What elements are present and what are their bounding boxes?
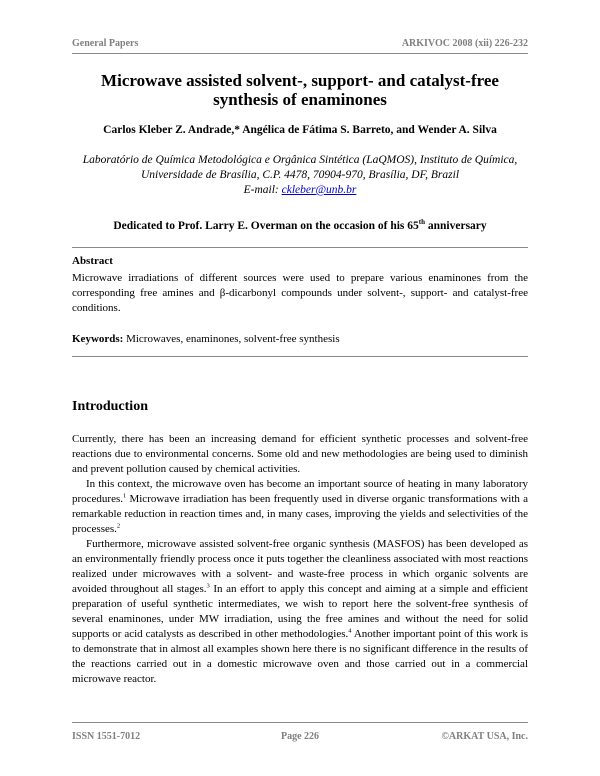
abstract-top-rule <box>72 247 528 248</box>
affiliation <box>72 153 528 198</box>
email-label: E-mail: <box>243 184 282 196</box>
paragraph-3-text-c: Another important point of this work is to demonstrate that in almost all examples shown here there is no significant difference in the results of the reactions carried out in a domestic microwave oven and those carried out in a commercial microwave reactor. <box>72 628 528 685</box>
abstract-heading: Abstract <box>72 255 113 267</box>
affiliation-line-1: Laboratório de Química Metodológica e Orgânica Sintética (LaQMOS), Instituto de Química, <box>82 154 518 166</box>
reference-2[interactable]: 2 <box>116 522 121 530</box>
running-header-right: ARKIVOC 2008 (xii) 226-232 <box>401 38 528 49</box>
abstract-text: Microwave irradiations of different sources were used to prepare various enaminones from the corresponding free amines and β-dicarbonyl compounds under solvent-, support- and catalyst-free conditions. <box>72 272 528 314</box>
header-rule <box>72 53 528 54</box>
abstract-bottom-rule <box>72 356 528 357</box>
email-link[interactable]: ckleber@unb.br <box>281 184 357 196</box>
dedication <box>72 218 528 232</box>
paper-title: Microwave assisted solvent-, support- and catalyst-free synthesis of enaminones <box>101 71 499 109</box>
affiliation-line-2: Universidade de Brasília, C.P. 4478, 70904-970, Brasília, DF, Brazil <box>140 169 460 181</box>
paragraph-3-text-b: In an effort to apply this concept and aiming at a simple and efficient preparation of useful synthetic intermediates, we wish to report here the solvent-free synthesis of several enaminones, under MW irradiation, using the free amines and without the need for solid supports or acid catalysts as described in other methodologies. <box>72 583 528 640</box>
dedication-tail: anniversary <box>425 219 487 232</box>
footer-page-number: Page 226 <box>280 731 320 742</box>
reference-4[interactable]: 4 <box>348 627 352 635</box>
author-list: Carlos Kleber Z. Andrade,* Angélica de Fátima S. Barreto, and Wender A. Silva <box>103 124 497 136</box>
keywords-text: Microwaves, enaminones, solvent-free synthesis <box>123 333 340 345</box>
footer-issn: ISSN 1551-7012 <box>72 731 141 742</box>
introduction-body <box>72 432 528 687</box>
paragraph-2-text-a: In this context, the microwave oven has become an important source of heating in many laboratory procedures. <box>72 478 528 505</box>
reference-3[interactable]: 3 <box>206 582 210 590</box>
dedication-text: Dedicated to Prof. Larry E. Overman on the occasion of his 65 <box>113 219 419 232</box>
section-heading-introduction: Introduction <box>72 399 148 414</box>
paragraph-3-text-a: Furthermore, microwave assisted solvent-free organic synthesis (MASFOS) has been developed as an environmentally friendly process once it puts together the cleanliness associated with most reactions realized under microwaves with a solvent- and waste-free process in which organic solvents are avoided throughout all stages. <box>72 538 528 595</box>
keywords-label: Keywords: <box>72 333 124 345</box>
paragraph-2 <box>72 477 528 537</box>
keywords <box>72 333 340 345</box>
dedication-superscript: th <box>418 218 426 226</box>
running-header-left: General Papers <box>72 38 139 49</box>
reference-1[interactable]: 1 <box>123 492 127 500</box>
footer-rule <box>72 722 528 723</box>
paragraph-3 <box>72 537 528 687</box>
footer-copyright: ©ARKAT USA, Inc. <box>441 731 528 742</box>
paragraph-1: Currently, there has been an increasing demand for efficient synthetic processes and solvent-free reactions due to environmental concerns. Some old and new methodologies are being used to diminish and prevent pollution caused by chemical activities. <box>72 433 528 475</box>
paragraph-2-text-b: Microwave irradiation has been frequently used in diverse organic transformations with a remarkable reduction in reaction times and, in many cases, improving the yields and selectivities of the processes. <box>72 493 528 535</box>
email-line <box>72 183 528 198</box>
